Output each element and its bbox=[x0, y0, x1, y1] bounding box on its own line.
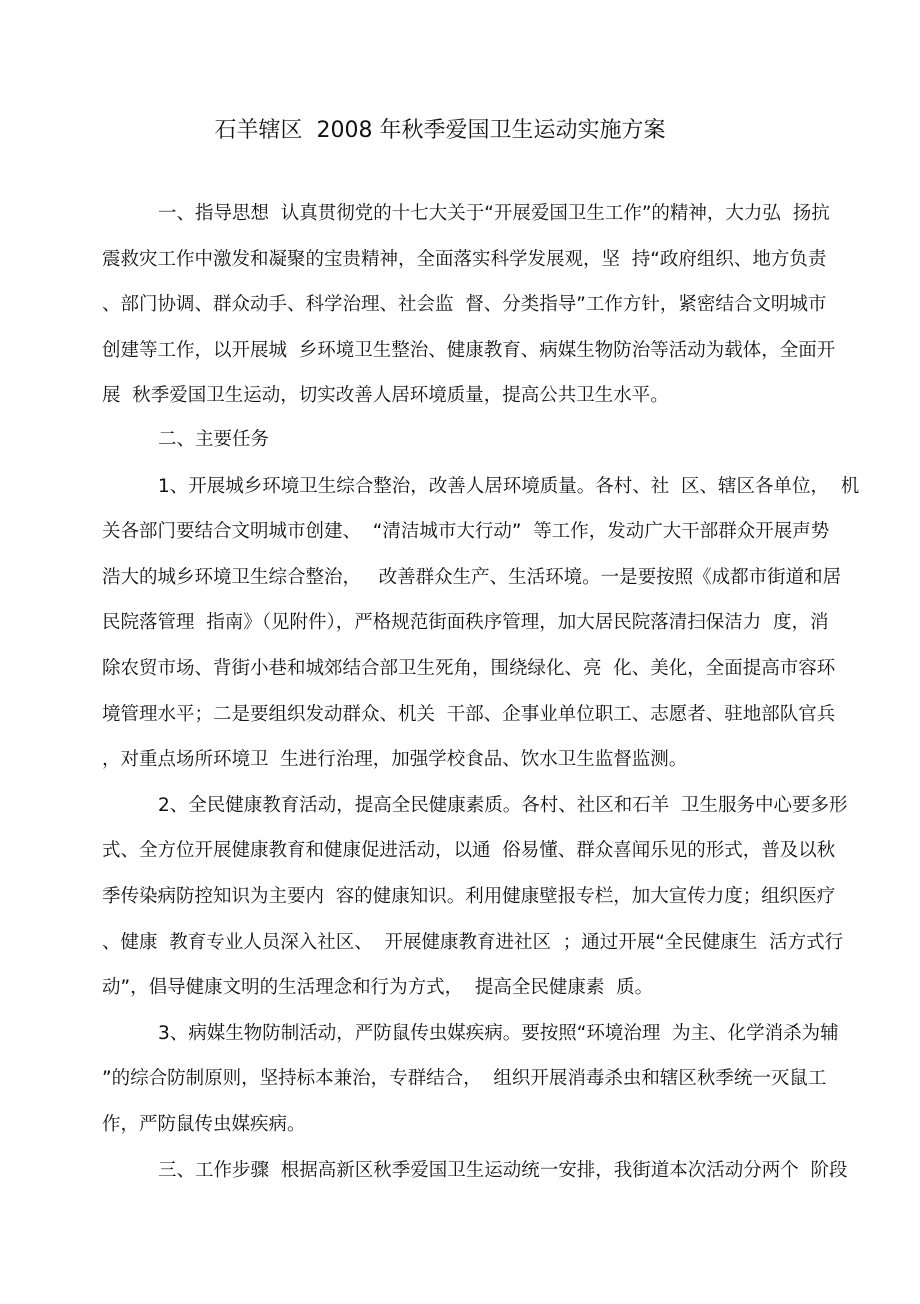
paragraph-line: 、健康 教育专业人员深入社区、 开展健康教育进社区 ；通过开展“全民健康生 活方式行 bbox=[102, 932, 844, 953]
paragraph-line: 震救灾工作中激发和凝聚的宝贵精神，全面落实科学发展观，坚 持“政府组织、地方负责 bbox=[102, 249, 827, 270]
document-title: 石羊辖区 2008 年秋季爱国卫生运动实施方案 bbox=[214, 118, 666, 143]
paragraph-line: 动”，倡导健康文明的生活理念和行为方式， 提高全民健康素 质。 bbox=[102, 977, 654, 998]
paragraph-line: 季传染病防控知识为主要内 容的健康知识。利用健康壁报专栏，加大宣传力度；组织医疗 bbox=[102, 886, 836, 907]
paragraph-line: 展 秋季爱国卫生运动，切实改善人居环境质量，提高公共卫生水平。 bbox=[102, 385, 669, 406]
paragraph-line: 除农贸市场、背街小巷和城郊结合部卫生死角，围绕绿化、亮 化、美化，全面提高市容环 bbox=[102, 658, 836, 679]
section-heading: 二、主要任务 bbox=[158, 429, 270, 450]
paragraph-line: 境管理水平；二是要组织发动群众、机关 干部、企事业单位职工、志愿者、驻地部队官兵 bbox=[102, 704, 836, 725]
section-heading: 三、工作步骤 根据高新区秋季爱国卫生运动统一安排，我街道本次活动分两个 阶段 bbox=[158, 1160, 848, 1181]
paragraph-line: ，对重点场所环境卫 生进行治理，加强学校食品、饮水卫生监督监测。 bbox=[102, 749, 688, 770]
paragraph-line: 关各部门要结合文明城市创建、 “清洁城市大行动” 等工作，发动广大干部群众开展声势 bbox=[102, 521, 830, 542]
paragraph-line: 创建等工作，以开展城 乡环境卫生整治、健康教育、病媒生物防治等活动为载体，全面开 bbox=[102, 340, 836, 361]
paragraph-line: 式、全方位开展健康教育和健康促进活动，以通 俗易懂、群众喜闻乐见的形式，普及以秋 bbox=[102, 840, 836, 861]
paragraph-line: 3、病媒生物防制活动，严防鼠传虫媒疾病。要按照“环境治理 为主、化学消杀为辅 bbox=[158, 1023, 839, 1044]
paragraph-line: 民院落管理 指南》（见附件），严格规范街面秩序管理，加大居民院落清扫保洁力 度，消 bbox=[102, 612, 829, 633]
paragraph-line: 浩大的城乡环境卫生综合整治， 改善群众生产、生活环境。一是要按照《成都市街道和居 bbox=[102, 567, 842, 588]
paragraph-line: 1、开展城乡环境卫生综合整治，改善人居环境质量。各村、社 区、辖区各单位， 机 bbox=[158, 476, 860, 497]
paragraph-line: 2、全民健康教育活动，提高全民健康素质。各村、社区和石羊 卫生服务中心要多形 bbox=[158, 795, 848, 816]
paragraph-line: 一、指导思想 认真贯彻党的十七大关于“开展爱国卫生工作”的精神，大力弘 扬抗 bbox=[158, 203, 830, 224]
paragraph-line: ”的综合防制原则，坚持标本兼治，专群结合， 组织开展消毒杀虫和辖区秋季统一灭鼠工 bbox=[102, 1068, 827, 1089]
paragraph-line: 作，严防鼠传虫媒疾病。 bbox=[102, 1114, 306, 1135]
paragraph-line: 、部门协调、群众动手、科学治理、社会监 督、分类指导”工作方针，紧密结合文明城市 bbox=[102, 294, 827, 315]
